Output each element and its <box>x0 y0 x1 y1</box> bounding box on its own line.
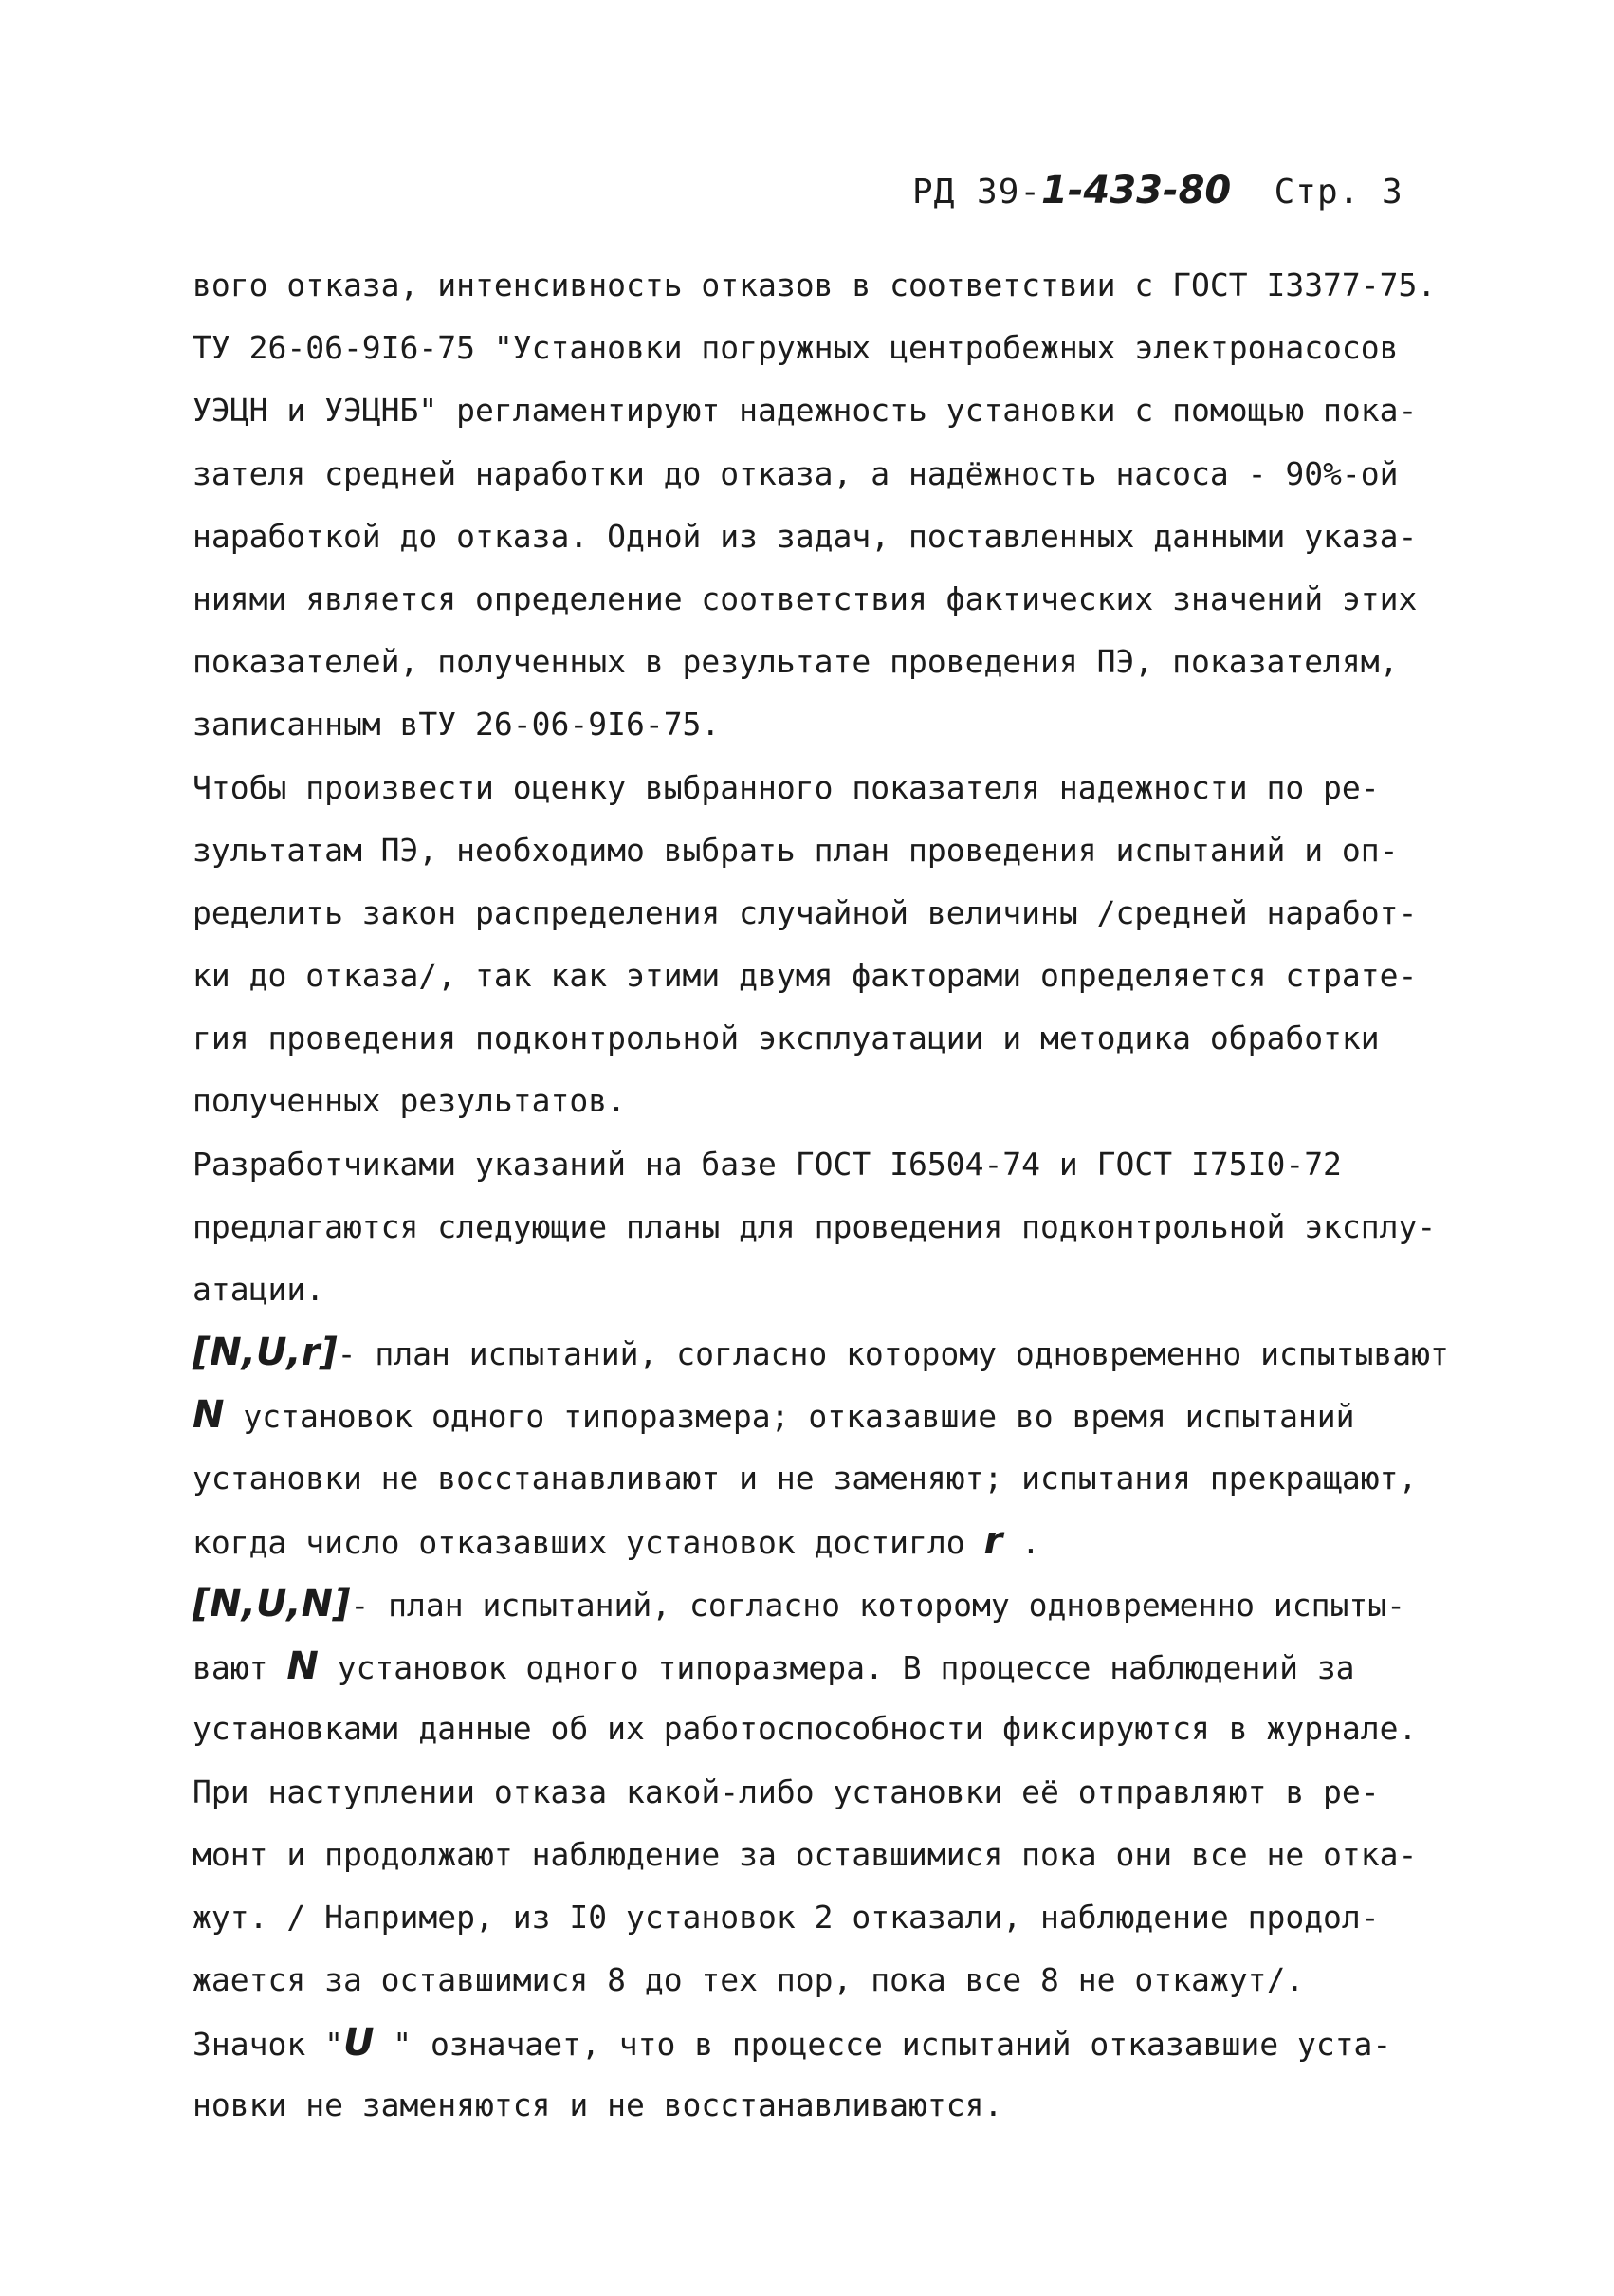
line-text: УЭЦН и УЭЦНБ" регламентируют надежность установки с помощью пока- <box>193 392 1418 430</box>
text-line <box>193 1007 1482 1070</box>
line-text: предлагаются следующие планы для проведения подконтрольной эксплу- <box>193 1207 1437 1245</box>
line-text: - план испытаний, согласно которому одновременно испыты- <box>350 1586 1405 1624</box>
text-line <box>193 1824 1482 1886</box>
page-number: Стр. 3 <box>1274 173 1403 211</box>
line-text: записанным вТУ 26-06-9I6-75. <box>193 706 721 744</box>
text-line <box>193 379 1482 442</box>
line-text: установки не восстанавливают и не заменяют; испытания прекращают, <box>193 1459 1418 1497</box>
handwritten-symbol: [N,U,r] <box>193 1331 338 1375</box>
page-header <box>912 169 1403 212</box>
text-line <box>193 254 1482 317</box>
text-line <box>193 1635 1482 1698</box>
line-text: - план испытаний, согласно которому одновременно испытывают <box>337 1335 1449 1373</box>
text-line <box>193 1321 1482 1384</box>
handwritten-symbol: r <box>983 1518 1003 1563</box>
line-text: новки не заменяются и не восстанавливаются. <box>193 2086 1003 2124</box>
line-text: зателя средней наработки до отказа, а надёжность насоса - 90%-ой <box>193 454 1399 492</box>
text-line <box>193 317 1482 379</box>
line-text: ределить закон распределения случайной величины /средней наработ- <box>193 893 1418 931</box>
line-text: показателей, полученных в результате проведения ПЭ, показателям, <box>193 643 1399 681</box>
handwritten-symbol: N <box>286 1644 319 1689</box>
text-line <box>193 1761 1482 1824</box>
text-line <box>193 882 1482 945</box>
text-line <box>193 568 1482 631</box>
text-line <box>193 1196 1482 1258</box>
text-line <box>193 2074 1482 2137</box>
text-line <box>193 631 1482 693</box>
line-text-continued: " означает, что в процессе испытаний отказавшие уста- <box>374 2026 1392 2064</box>
document-code-prefix: РД 39- <box>912 173 1042 211</box>
line-text: ниями является определение соответствия фактических значений этих <box>193 579 1418 617</box>
line-text: Разработчиками указаний на базе ГОСТ I6504-74 и ГОСТ I75I0-72 <box>193 1145 1342 1183</box>
line-text: установками данные об их работоспособности фиксируются в журнале. <box>193 1710 1418 1748</box>
text-line <box>193 1133 1482 1196</box>
text-line <box>193 757 1482 819</box>
text-line <box>193 693 1482 756</box>
line-text: монт и продолжают наблюдение за оставшимися пока они все не отка- <box>193 1835 1418 1873</box>
line-text: установок одного типоразмера; отказавшие во время испытаний <box>224 1398 1355 1436</box>
text-line <box>193 1510 1482 1572</box>
handwritten-symbol: [N,U,N] <box>193 1581 351 1626</box>
document-body <box>193 254 1482 2138</box>
line-text: ТУ 26-06-9I6-75 "Установки погружных центробежных электронасосов <box>193 329 1399 367</box>
line-text: жут. / Например, из I0 установок 2 отказали, наблюдение продол- <box>193 1898 1380 1936</box>
line-text: Значок " <box>193 2026 343 2064</box>
line-text: вают <box>193 1649 287 1687</box>
text-line <box>193 1949 1482 2011</box>
line-text: когда число отказавших установок достигло <box>193 1523 984 1561</box>
text-line <box>193 505 1482 568</box>
line-text: вого отказа, интенсивность отказов в соответствии с ГОСТ I3377-75. <box>193 266 1437 303</box>
line-text-continued: . <box>1002 1523 1040 1561</box>
line-text: ки до отказа/, так как этими двумя факторами определяется страте- <box>193 957 1418 995</box>
handwritten-symbol: U <box>342 2021 375 2066</box>
text-line <box>193 2011 1482 2074</box>
text-line <box>193 1070 1482 1132</box>
line-text: наработкой до отказа. Одной из задач, поставленных данными указа- <box>193 517 1418 555</box>
line-text: атации. <box>193 1271 325 1308</box>
document-number-handwritten: 1-433-80 <box>1041 169 1232 212</box>
text-line <box>193 1384 1482 1446</box>
line-text-continued: установок одного типоразмера. В процессе наблюдений за <box>318 1649 1355 1687</box>
text-line <box>193 1886 1482 1949</box>
line-text: При наступлении отказа какой-либо установки её отправляют в ре- <box>193 1773 1380 1810</box>
handwritten-symbol: N <box>193 1393 225 1438</box>
text-line <box>193 1258 1482 1321</box>
line-text: гия проведения подконтрольной эксплуатации и методика обработки <box>193 1019 1380 1057</box>
line-text: полученных результатов. <box>193 1082 626 1120</box>
text-line <box>193 1698 1482 1760</box>
line-text: Чтобы произвести оценку выбранного показателя надежности по ре- <box>193 768 1380 806</box>
text-line <box>193 945 1482 1007</box>
text-line <box>193 1572 1482 1635</box>
line-text: зультатам ПЭ, необходимо выбрать план проведения испытаний и оп- <box>193 831 1399 869</box>
text-line <box>193 1447 1482 1510</box>
text-line <box>193 819 1482 882</box>
text-line <box>193 443 1482 505</box>
line-text: жается за оставшимися 8 до тех пор, пока все 8 не откажут/. <box>193 1961 1305 1999</box>
